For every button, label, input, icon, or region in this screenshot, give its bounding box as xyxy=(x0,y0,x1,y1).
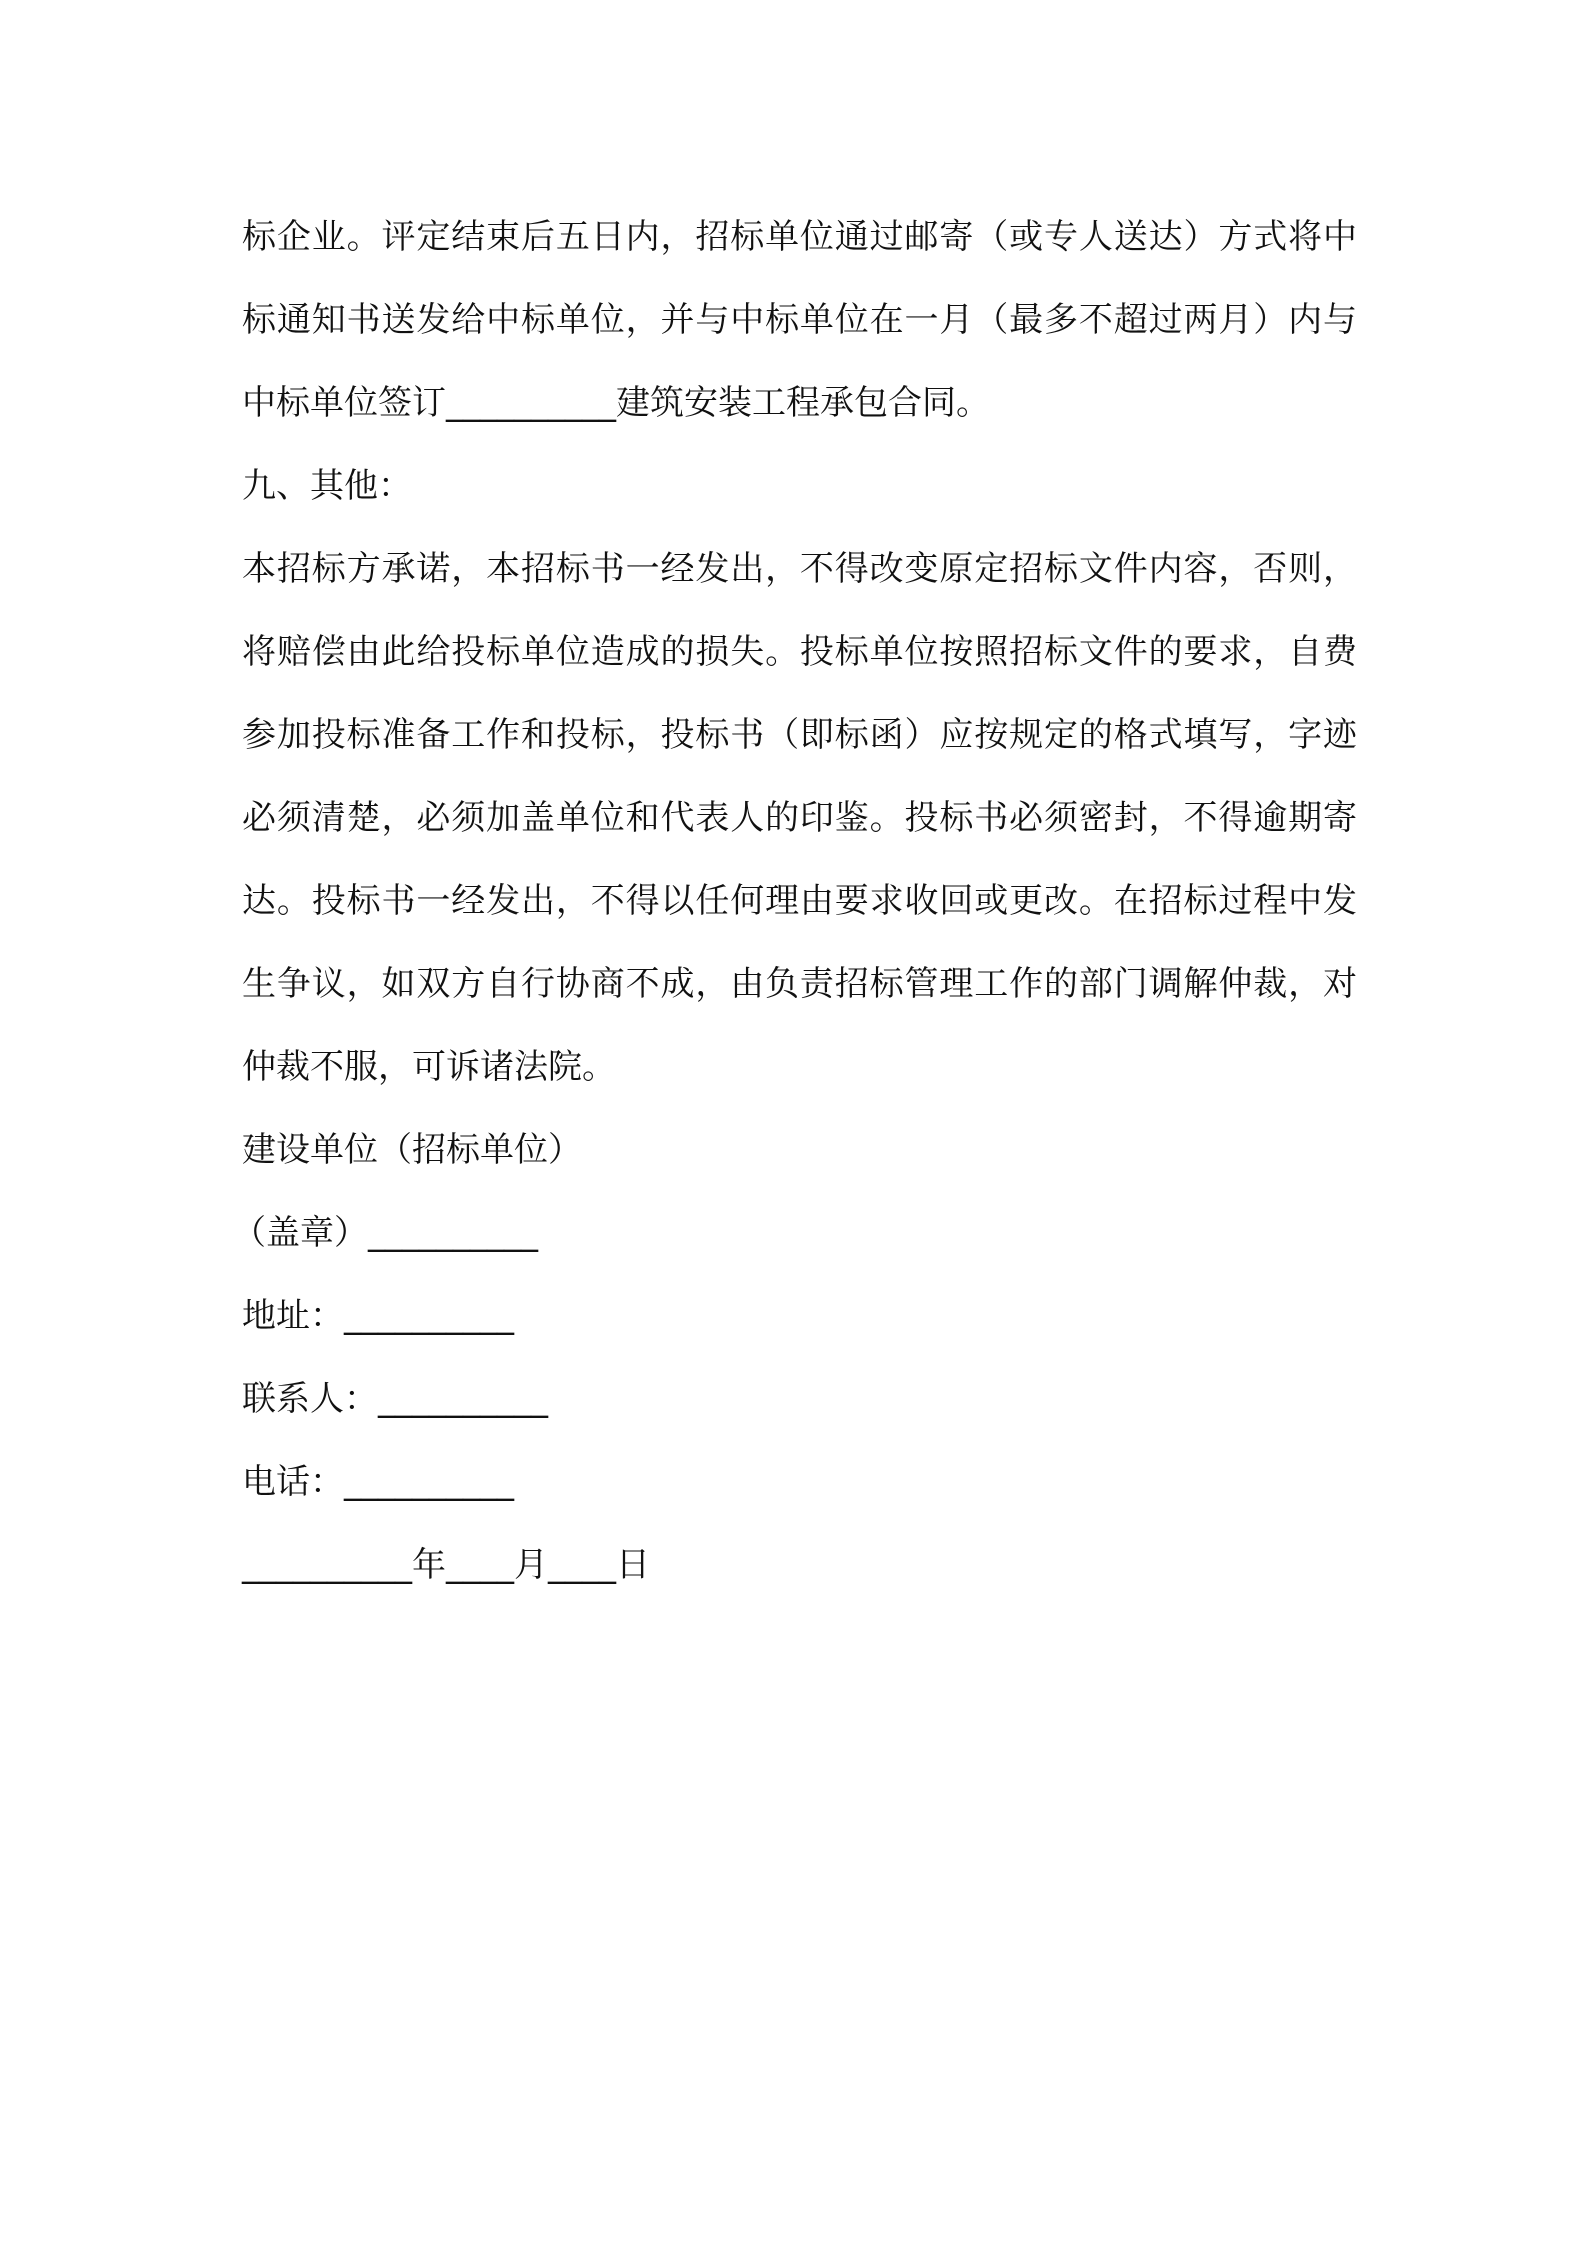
signature-date-line: __________年____月____日 xyxy=(242,1545,650,1585)
signature-address-line: 地址：__________ xyxy=(242,1296,514,1336)
signature-seal-line: （盖章）__________ xyxy=(232,1213,538,1253)
signature-unit-label: 建设单位（招标单位） xyxy=(242,1130,582,1170)
signature-contact-line: 联系人：__________ xyxy=(242,1379,548,1419)
section-nine-body: 本招标方承诺，本招标书一经发出，不得改变原定招标文件内容，否则，将赔偿由此给投标单位造成的损失。投标单位按照招标文件的要求，自费参加投标准备工作和投标，投标书（即标函）应按规定的格式填写，字迹必须清楚，必须加盖单位和代表人的印鉴。投标书必须密封，不得逾期寄达。投标书一经发出，不得以任何理由要求收回或更改。在招标过程中发生争议，如双方自行协商不成，由负责招标管理工作的部门调解仲裁，对仲裁不服，可诉诸法院。 xyxy=(242,549,1357,1087)
continued-paragraph: 标企业。评定结束后五日内，招标单位通过邮寄（或专人送达）方式将中标通知书送发给中标单位，并与中标单位在一月（最多不超过两月）内与中标单位签订__________建筑安装工程承包合同。 xyxy=(242,217,1357,423)
signature-phone-line: 电话：__________ xyxy=(242,1462,514,1502)
document-body xyxy=(232,196,1357,1607)
section-nine-heading: 九、其他： xyxy=(242,466,412,506)
